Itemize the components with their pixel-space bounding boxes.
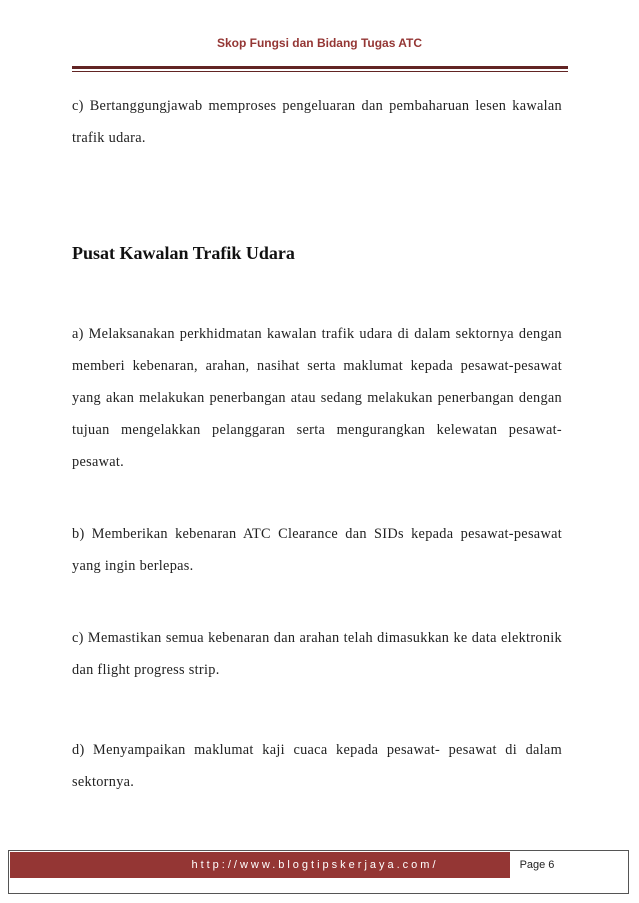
- section-heading: Pusat Kawalan Trafik Udara: [72, 243, 295, 263]
- page-number: Page 6: [519, 859, 555, 871]
- list-item: a) Melaksanakan perkhidmatan kawalan trafik udara di dalam sektornya dengan memberi kebenaran, arahan, nasihat serta maklumat kepada pesawat-pesawat yang akan melakukan penerbangan atau sedang melakukan penerbangan dengan tujuan mengelakkan pelanggaran serta mengurangkan kelewatan pesawat-pesawat.: [72, 326, 562, 470]
- header-rule: [72, 66, 568, 69]
- intro-paragraph: c) Bertanggungjawab memproses pengeluaran dan pembaharuan lesen kawalan trafik udara.: [72, 98, 562, 146]
- header-rule-thin: [72, 71, 568, 72]
- list-item: c) Memastikan semua kebenaran dan arahan telah dimasukkan ke data elektronik dan flight progress strip.: [72, 630, 562, 678]
- footer-url[interactable]: http://www.blogtipskerjaya.com/: [191, 859, 439, 871]
- list-item: b) Memberikan kebenaran ATC Clearance dan SIDs kepada pesawat-pesawat yang ingin berlepas.: [72, 526, 562, 574]
- list-item: d) Menyampaikan maklumat kaji cuaca kepada pesawat- pesawat di dalam sektornya.: [72, 742, 562, 790]
- header-title: Skop Fungsi dan Bidang Tugas ATC: [216, 36, 423, 50]
